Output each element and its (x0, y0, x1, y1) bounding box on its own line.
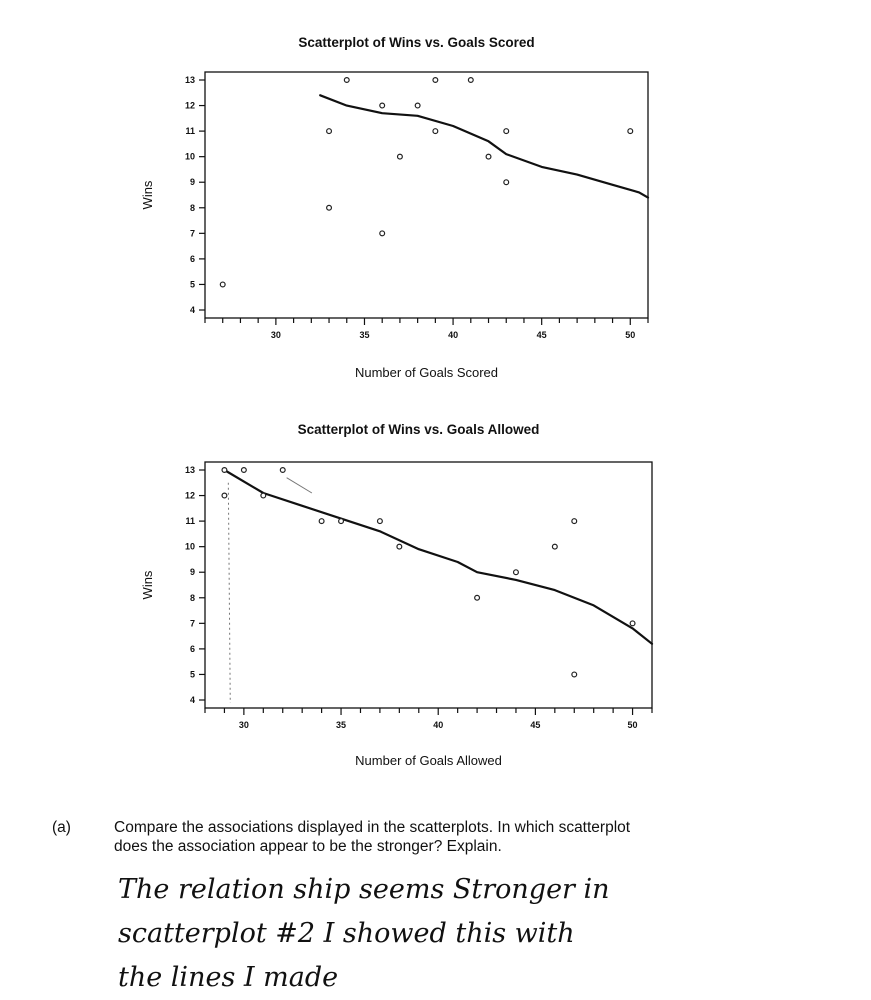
data-point (433, 129, 438, 134)
data-point (327, 129, 332, 134)
y-tick-label: 9 (189, 567, 195, 578)
x-tick-label: 40 (433, 720, 444, 730)
x-tick-label: 35 (359, 330, 370, 340)
y-tick-label: 10 (184, 541, 195, 552)
data-point (280, 468, 285, 473)
data-point (572, 672, 577, 677)
data-point (222, 468, 227, 473)
y-tick-label: 7 (189, 618, 195, 629)
data-point (222, 493, 227, 498)
y-tick-label: 7 (189, 228, 195, 239)
data-point (339, 519, 344, 524)
question-text (114, 818, 814, 856)
data-point (319, 519, 324, 524)
y-tick-label: 12 (184, 100, 195, 111)
data-point (380, 103, 385, 108)
data-point (475, 595, 480, 600)
chart-title: Scatterplot of Wins vs. Goals Allowed (297, 422, 540, 437)
pencil-mark (228, 483, 230, 703)
y-tick-label: 8 (189, 592, 195, 603)
data-point (630, 621, 635, 626)
data-point (327, 205, 332, 210)
y-tick-label: 11 (185, 516, 195, 527)
y-tick-label: 12 (184, 490, 195, 501)
x-axis-label: Number of Goals Scored (354, 365, 499, 380)
question-line-1: Compare the associations displayed in the scatterplots. In which scatterplot (114, 819, 631, 836)
scatterplot-goals-allowed (0, 400, 871, 800)
data-point (261, 493, 266, 498)
y-tick-label: 4 (189, 305, 195, 315)
y-tick-label: 8 (189, 202, 195, 213)
plot-frame (205, 72, 648, 318)
data-point (486, 154, 491, 159)
x-tick-label: 35 (336, 720, 347, 730)
question-line-2: does the association appear to be the stronger? Explain. (114, 838, 502, 855)
data-point (398, 154, 403, 159)
data-point (504, 129, 509, 134)
data-point (380, 231, 385, 236)
x-tick-label: 45 (530, 720, 541, 730)
data-point (344, 78, 349, 83)
y-tick-label: 10 (184, 151, 195, 162)
x-tick-label: 30 (238, 720, 249, 730)
y-tick-label: 4 (189, 695, 195, 705)
answer-line-2: scatterplot #2 I showed this with (118, 918, 575, 949)
y-tick-label: 13 (184, 465, 195, 475)
y-tick-label: 6 (189, 253, 195, 264)
data-point (220, 282, 225, 287)
data-point (397, 544, 402, 549)
question-label: (a) (52, 819, 71, 836)
x-axis-label: Number of Goals Allowed (355, 753, 502, 768)
y-tick-label: 5 (189, 669, 195, 680)
x-tick-label: 45 (536, 330, 547, 340)
x-tick-label: 50 (627, 720, 638, 730)
chart-goals-allowed-svg (0, 400, 871, 800)
hand-drawn-trend-line (224, 470, 652, 644)
data-point (241, 468, 246, 473)
answer-line-1: The relation ship seems Stronger in (118, 874, 610, 905)
data-point (552, 544, 557, 549)
data-point (433, 78, 438, 83)
pencil-mark (287, 478, 312, 493)
y-tick-label: 9 (189, 177, 195, 188)
data-point (504, 180, 509, 185)
chart-goals-scored-svg (0, 0, 871, 400)
data-point (378, 519, 383, 524)
handwritten-answer (118, 868, 838, 1000)
y-tick-label: 5 (189, 279, 195, 290)
y-axis-label: Wins (140, 180, 155, 210)
scatterplot-goals-scored (0, 0, 871, 400)
y-tick-label: 11 (185, 126, 195, 137)
data-point (628, 129, 633, 134)
x-tick-label: 50 (625, 330, 636, 340)
chart-title: Scatterplot of Wins vs. Goals Scored (298, 35, 535, 50)
plot-frame (205, 462, 652, 708)
answer-line-3: the lines I made (118, 962, 339, 993)
data-point (415, 103, 420, 108)
data-point (514, 570, 519, 575)
y-axis-label: Wins (140, 570, 155, 600)
hand-drawn-trend-line (320, 95, 648, 197)
data-point (468, 78, 473, 83)
y-tick-label: 13 (184, 75, 195, 85)
data-point (572, 519, 577, 524)
x-tick-label: 30 (270, 330, 281, 340)
x-tick-label: 40 (448, 330, 459, 340)
y-tick-label: 6 (189, 643, 195, 654)
